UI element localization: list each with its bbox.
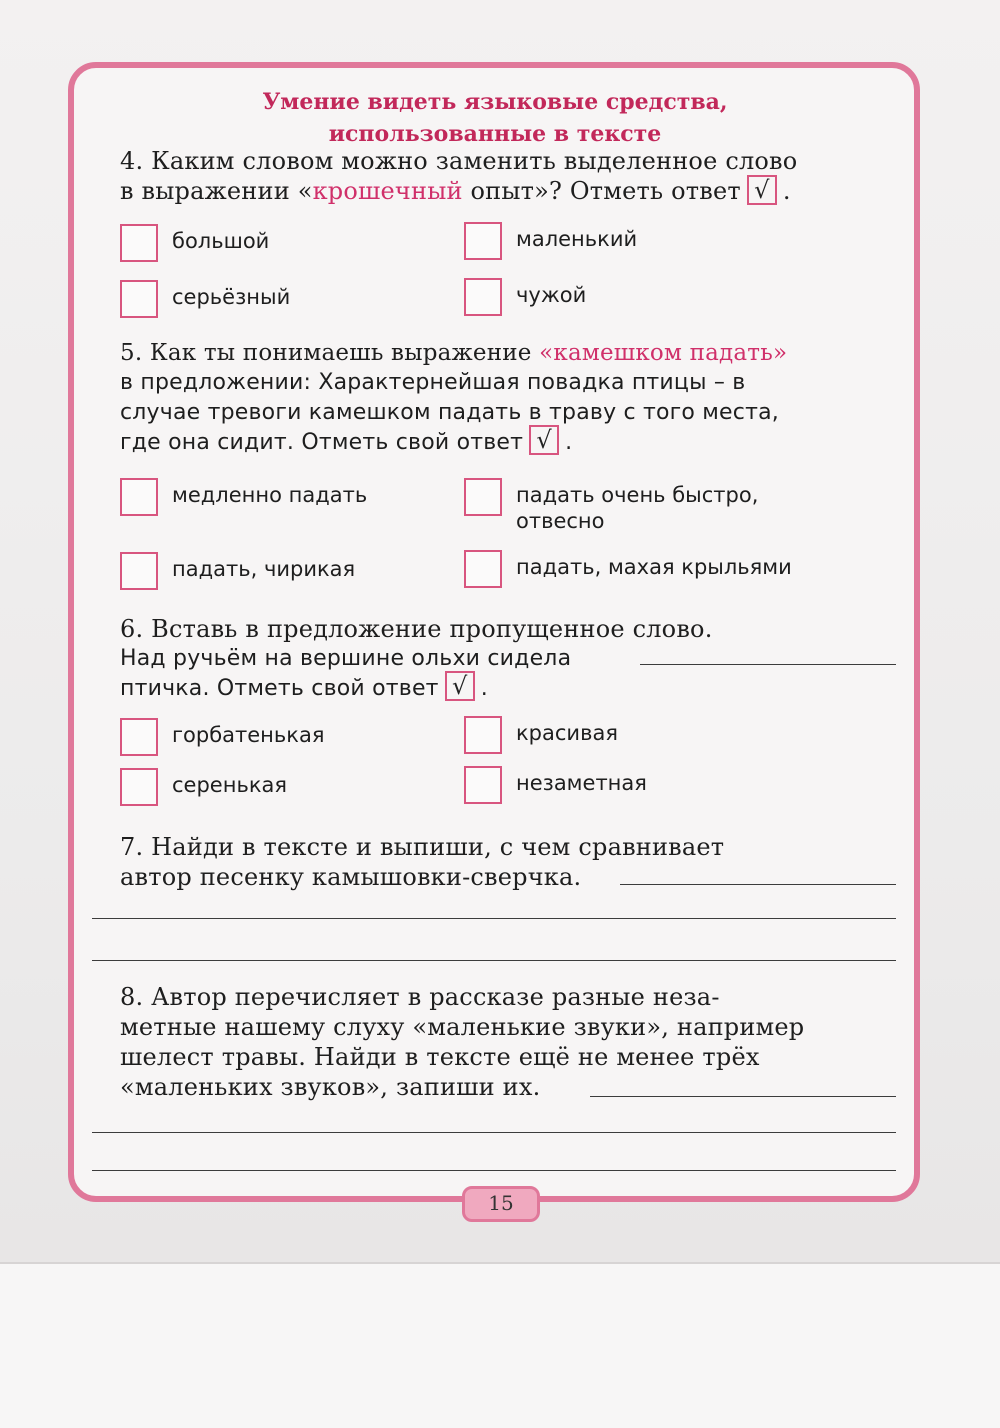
check-mark-icon: √ [529,425,559,455]
option-label: горбатенькая [172,723,325,747]
answer-line[interactable] [620,884,896,885]
option-label: серенькая [172,773,288,797]
question-5-line4: где она сидит. Отметь свой ответ √ . [120,426,573,455]
option-label: падать, чирикая [172,557,356,581]
section-title-line2: использованные в тексте [328,121,662,147]
question-6-line1: 6. Вставь в предложение пропущенное слово. [120,615,713,643]
answer-line[interactable] [92,918,896,919]
question-4 [120,146,890,208]
question-6-line3: птичка. Отметь свой ответ √ . [120,672,488,701]
option-label: красивая [516,721,618,745]
answer-blank-line[interactable] [640,664,896,665]
option-label: незаметная [516,771,647,795]
section-title [100,86,890,150]
answer-line[interactable] [590,1096,896,1097]
option-label: чужой [516,283,587,307]
checkbox[interactable] [464,222,502,260]
answer-line[interactable] [92,1132,896,1133]
question-4-text-end: опыт»? Отметь ответ [462,177,741,205]
check-mark-icon: √ [445,671,475,701]
question-5-line1 [120,338,890,368]
checkbox[interactable] [464,278,502,316]
checkbox[interactable] [120,768,158,806]
option-label: медленно падать [172,483,368,507]
checkbox[interactable] [120,478,158,516]
question-5-text-start: 5. Как ты понимаешь выражение [120,340,540,366]
option-label: большой [172,229,270,253]
page-bottom-edge [0,1262,1000,1428]
question-8-line4: «маленьких звуков», запиши их. [120,1073,541,1101]
checkbox[interactable] [464,766,502,804]
question-7 [120,832,890,892]
checkbox[interactable] [464,716,502,754]
answer-line[interactable] [92,960,896,961]
option-label: падать, махая крыльями [516,555,792,579]
answer-line[interactable] [92,1170,896,1171]
page-number: 15 [462,1186,540,1222]
highlighted-phrase: «камешком падать» [539,340,788,366]
checkbox[interactable] [120,552,158,590]
checkbox[interactable] [464,478,502,516]
question-8 [120,982,890,1102]
question-5 [120,338,890,458]
question-4-line2: в выражении «крошечный опыт»? Отметь ответ √ . [120,175,791,205]
question-6 [120,614,890,704]
option-label: падать очень быстро, отвесно [516,483,759,533]
question-8-line3: шелест травы. Найди в тексте ещё не менее трёх [120,1043,760,1071]
question-4-line1: 4. Каким словом можно заменить выделенное слово [120,147,798,175]
question-6-line2: Над ручьём на вершине ольхи сидела [120,646,572,671]
checkbox[interactable] [120,718,158,756]
checkbox[interactable] [464,550,502,588]
question-5-line2: в предложении: Характернейшая повадка птицы – в [120,370,746,395]
question-6-text-end: птичка. Отметь свой ответ [120,676,439,701]
section-title-line1: Умение видеть языковые средства, [262,89,728,115]
checkbox[interactable] [120,280,158,318]
question-7-line2: автор песенку камышовки-сверчка. [120,863,582,891]
highlighted-word: крошечный [312,177,463,205]
checkbox[interactable] [120,224,158,262]
question-7-line1: 7. Найди в тексте и выпиши, с чем сравнивает [120,833,725,861]
question-4-text-start: в выражении « [120,177,313,205]
option-label: серьёзный [172,285,291,309]
question-8-line1: 8. Автор перечисляет в рассказе разные неза- [120,983,720,1011]
question-5-text-end: где она сидит. Отметь свой ответ [120,430,524,455]
question-8-line2: метные нашему слуху «маленькие звуки», например [120,1013,805,1041]
option-label: маленький [516,227,638,251]
question-5-line3: случае тревоги камешком падать в траву с того места, [120,400,779,425]
check-mark-icon: √ [747,175,777,205]
